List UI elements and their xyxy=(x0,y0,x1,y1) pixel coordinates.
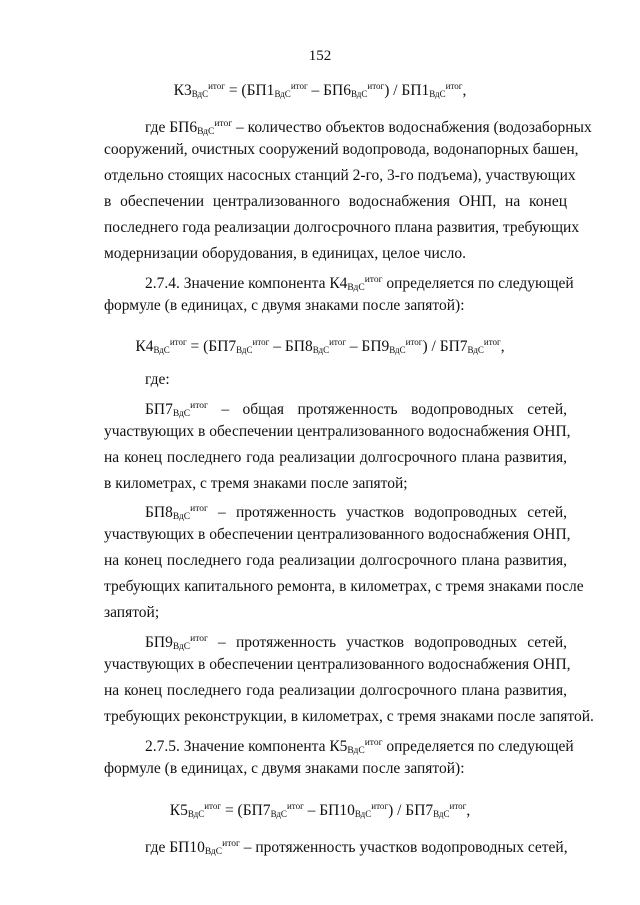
bp8-def-line-5: запятой; xyxy=(104,604,160,621)
bp8-def-line-2: участвующих в обеспечении централизованного водоснабжения ОНП, xyxy=(104,526,571,543)
formula-k5: $К5_{ВдС}^{итог} = (БП7_{ВдС}^{итог} - БП10_{ВдС}^{итог}) / БП7_{ВдС}^{итог}$, xyxy=(169,801,471,819)
bp6-def-line-1: где $БП6_{ВдС}^{итог}$ – количество объектов водоснабжения (водозаборных xyxy=(145,119,592,137)
where-label: где: xyxy=(145,371,170,388)
formula-k3: $К3_{ВдС}^{итог} = (БП1_{ВдС}^{итог} - БП6_{ВдС}^{итог}) / БП1_{ВдС}^{итог}$, xyxy=(173,81,467,99)
bp6-def-line-5: последнего года реализации долгосрочного плана развития, требующих xyxy=(104,219,580,236)
bp6-def-line-4: в обеспечении централизованного водоснабжения ОНП, на конец xyxy=(104,193,567,210)
section-275-line-2: формуле (в единицах, с двумя знаками после запятой): xyxy=(104,760,465,777)
section-274-line-2: формуле (в единицах, с двумя знаками после запятой): xyxy=(104,297,465,314)
bp8-def-line-4: требующих капитального ремонта, в километрах, с тремя знаками после xyxy=(104,578,584,595)
bp7-def-line-1: $БП7_{ВдС}^{итог}$ – общая протяженность водопроводных сетей, xyxy=(145,401,567,419)
bp9-def-line-1: $БП9_{ВдС}^{итог}$ – протяженность участков водопроводных сетей, xyxy=(145,634,567,652)
bp8-def-line-1: $БП8_{ВдС}^{итог}$ – протяженность участков водопроводных сетей, xyxy=(145,504,567,522)
bp6-def-line-3: отдельно стоящих насосных станций 2-го, 3-го подъема), участвующих xyxy=(104,167,576,184)
bp9-def-line-3: на конец последнего года реализации долгосрочного плана развития, xyxy=(104,682,567,699)
bp7-def-line-2: участвующих в обеспечении централизованного водоснабжения ОНП, xyxy=(104,423,571,440)
bp6-def-line-2: сооружений, очистных сооружений водопровода, водонапорных башен, xyxy=(104,141,579,158)
section-274-line-1: 2.7.4. Значение компонента $К4_{ВдС}^{итог}$ определяется по следующей xyxy=(145,275,574,293)
page-number: 152 xyxy=(308,48,332,64)
bp7-def-line-3: на конец последнего года реализации долгосрочного плана развития, xyxy=(104,449,567,466)
section-275-line-1: 2.7.5. Значение компонента $К5_{ВдС}^{итог}$ определяется по следующей xyxy=(145,738,574,756)
bp10-def-line-1: где $БП10_{ВдС}^{итог}$ – протяженность участков водопроводных сетей, xyxy=(145,839,568,857)
bp6-def-line-6: модернизации оборудования, в единицах, целое число. xyxy=(104,245,467,262)
bp9-def-line-2: участвующих в обеспечении централизованного водоснабжения ОНП, xyxy=(104,656,571,673)
bp9-def-line-4: требующих реконструкции, в километрах, с тремя знаками после запятой. xyxy=(104,708,594,725)
formula-k4: $К4_{ВдС}^{итог} = (БП7_{ВдС}^{итог} - БП8_{ВдС}^{итог} - БП9_{ВдС}^{итог}) / БП7_{ВдС}^{итог}$, xyxy=(135,337,505,355)
bp7-def-line-4: в километрах, с тремя знаками после запятой; xyxy=(104,475,408,492)
bp8-def-line-3: на конец последнего года реализации долгосрочного плана развития, xyxy=(104,552,567,569)
